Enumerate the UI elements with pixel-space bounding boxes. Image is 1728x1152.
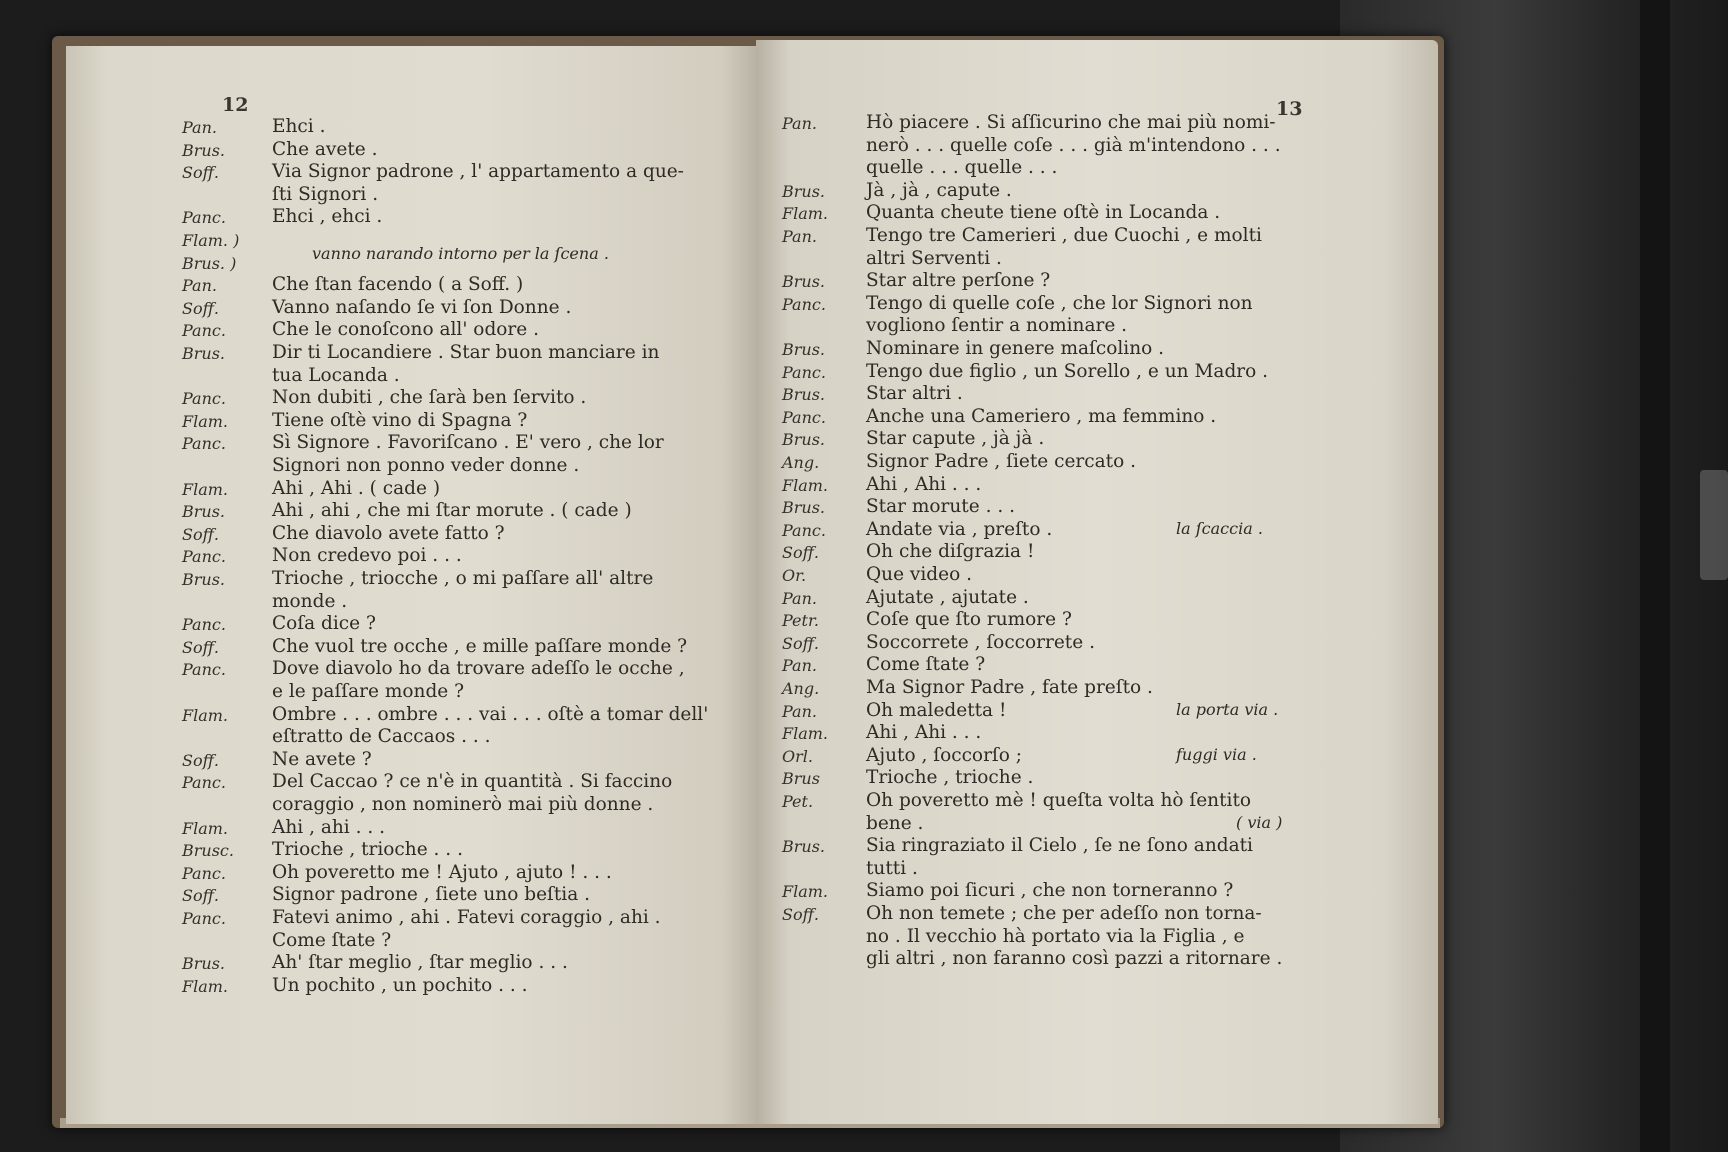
dialogue-line: Tiene oſtè vino di Spagna ?: [272, 409, 528, 431]
dialogue-line: Ahi , ahi . . .: [272, 816, 385, 838]
dialogue-line: Oh maledetta !: [866, 699, 1007, 721]
dialogue-line: Star altre perſone ?: [866, 270, 1051, 292]
dialogue-line: Che avete .: [272, 138, 378, 160]
speaker-label: Soff.: [182, 750, 220, 770]
speaker-label: Flam. ): [182, 231, 240, 250]
dialogue-line: Anche una Cameriero , ma femmino .: [866, 405, 1217, 427]
dialogue-line: monde .: [272, 590, 348, 612]
speaker-label: Brus.: [782, 498, 826, 518]
dialogue-line: Trioche , trioche . . .: [272, 839, 463, 861]
speaker-label: Pan.: [782, 114, 817, 133]
dialogue-line: Del Caccao ? ce n'è in quantità . Si faccino: [272, 771, 673, 793]
speaker-label: Brus.: [782, 340, 826, 359]
dialogue-line: Jà , jà , capute .: [866, 179, 1012, 201]
dialogue-line: Che ſtan facendo ( a Soff. ): [272, 274, 524, 296]
speaker-label: Pan.: [182, 276, 217, 296]
dialogue-line: Ma Signor Padre , fate preſto .: [866, 677, 1153, 698]
dialogue-line: altri Serventi .: [866, 247, 1002, 269]
dialogue-line: vogliono ſentir a nominare .: [866, 315, 1128, 337]
dialogue-line: Oh che diſgrazia !: [866, 541, 1035, 563]
dialogue-line: Siamo poi ſicuri , che non torneranno ?: [866, 880, 1234, 902]
speaker-label: Soff.: [782, 543, 820, 563]
speaker-label: Or.: [782, 566, 807, 585]
dialogue-line: Non credevo poi . . .: [272, 545, 462, 567]
speaker-label: Flam.: [182, 479, 229, 499]
speaker-label: Flam.: [782, 204, 829, 224]
dialogue-line: Star capute , jà jà .: [866, 428, 1045, 450]
dialogue-line: Dir ti Locandiere . Star buon manciare in: [272, 342, 660, 363]
dialogue-line: Oh poveretto mè ! queſta volta hò ſentito: [866, 790, 1252, 811]
dialogue-line: Trioche , triocche , o mi paſſare all' altre: [272, 568, 654, 589]
speaker-label: Pan.: [782, 588, 817, 608]
dialogue-line: Sì Signore . Favoriſcano . E' vero , che lor: [272, 432, 664, 454]
speaker-label: Flam.: [182, 976, 229, 996]
speaker-label: Panc.: [182, 547, 226, 567]
dialogue-line: Ajutate , ajutate .: [866, 586, 1029, 608]
dialogue-line: nerò . . . quelle coſe . . . già m'intendono . . .: [866, 134, 1281, 156]
speaker-label: Soff.: [182, 637, 220, 657]
speaker-label: Flam.: [182, 818, 229, 838]
page-number-right: 13: [1276, 98, 1303, 120]
dialogue-line: bene .: [866, 812, 924, 834]
speaker-label: Soff.: [182, 163, 220, 183]
dialogue-line: Tengo di quelle coſe , che lor Signori non: [866, 292, 1253, 314]
stage-direction: vanno narando intorno per la ſcena .: [312, 243, 609, 263]
dialogue-line: Ehci , ehci .: [272, 206, 383, 228]
tape-piece: [1700, 470, 1728, 580]
dialogue-line: Ahi , Ahi . . .: [866, 722, 982, 744]
speaker-label: Brus: [782, 769, 820, 789]
dialogue-line: Signor padrone , ſiete uno beſtia .: [272, 884, 591, 906]
speaker-label: Panc.: [182, 321, 226, 341]
speaker-label: Panc.: [182, 208, 226, 228]
dialogue-line: Oh non temete ; che per adeſſo non torna-: [866, 903, 1262, 924]
background-strip: [1640, 0, 1670, 1152]
speaker-label: Brus.: [182, 954, 226, 974]
speaker-label: Panc.: [182, 909, 226, 928]
speaker-label: Soff.: [182, 886, 220, 906]
dialogue-line: Come ſtate ?: [866, 654, 986, 676]
speaker-label: Ang.: [782, 453, 820, 472]
dialogue-line: Nominare in genere maſcolino .: [866, 338, 1165, 359]
dialogue-line: Oh poveretto me ! Ajuto , ajuto ! . . .: [272, 861, 612, 883]
speaker-label: Brus.: [182, 344, 226, 363]
dialogue-line: coraggio , non nominerò mai più donne .: [272, 794, 654, 815]
speaker-label: Panc.: [182, 773, 226, 793]
dialogue-line: Via Signor padrone , l' appartamento a que-: [272, 161, 684, 183]
speaker-label: Flam.: [182, 705, 229, 725]
dialogue-line: Tengo due figlio , un Sorello , e un Madro .: [866, 360, 1269, 382]
dialogue-line: Ne avete ?: [272, 748, 372, 770]
speaker-label: Brus.: [782, 837, 826, 857]
dialogue-line: Che diavolo avete fatto ?: [272, 522, 505, 544]
dialogue-line: Soccorrete , ſoccorrete .: [866, 631, 1095, 653]
speaker-label: Brus. ): [182, 253, 237, 273]
dialogue-line: quelle . . . quelle . . .: [866, 157, 1058, 179]
speaker-label: Brus.: [782, 272, 826, 292]
speaker-label: Ang.: [782, 679, 820, 698]
dialogue-line: Star altri .: [866, 383, 963, 405]
dialogue-line: Ah' ſtar meglio , ſtar meglio . . .: [272, 952, 568, 974]
speaker-label: Brus.: [182, 140, 226, 160]
speaker-label: Soff.: [182, 524, 220, 544]
speaker-label: Panc.: [782, 362, 826, 382]
speaker-label: Brus.: [182, 570, 226, 589]
speaker-label: Petr.: [782, 611, 819, 631]
speaker-label: Flam.: [782, 724, 829, 744]
speaker-label: Orl.: [782, 746, 813, 766]
speaker-label: Brus.: [182, 502, 226, 522]
dialogue-line: Dove diavolo ho da trovare adeſſo le ocche ,: [272, 658, 685, 680]
left-page: [66, 46, 756, 1124]
dialogue-line: tutti .: [866, 857, 918, 879]
speaker-label: Brus.: [782, 430, 826, 450]
dialogue-line: Ahi , ahi , che mi ſtar morute . ( cade ): [272, 500, 632, 522]
dialogue-line: eſtratto de Caccaos . . .: [272, 726, 491, 748]
dialogue-line: Trioche , trioche .: [866, 767, 1034, 789]
dialogue-line: e le paſſare monde ?: [272, 681, 465, 702]
speaker-label: Soff.: [782, 633, 820, 653]
dialogue-line: gli altri , non faranno così pazzi a ritornare .: [866, 948, 1283, 970]
stage-direction: fuggi via .: [1176, 744, 1257, 764]
stage-direction: ( via ): [1236, 812, 1283, 832]
dialogue-line: Coſe que ſto rumore ?: [866, 609, 1072, 631]
speaker-label: Panc.: [182, 389, 226, 409]
dialogue-line: Coſa dice ?: [272, 613, 376, 635]
page-number-left: 12: [222, 94, 249, 116]
speaker-label: Panc.: [182, 863, 226, 883]
speaker-label: Panc.: [182, 660, 226, 680]
stage-direction: la porta via .: [1176, 699, 1279, 719]
speaker-label: Pet.: [782, 792, 814, 811]
dialogue-line: Fatevi animo , ahi . Fatevi coraggio , ahi .: [272, 907, 661, 928]
speaker-label: Pan.: [782, 656, 817, 676]
stage-direction: la ſcaccia .: [1176, 518, 1263, 538]
dialogue-line: Che le conoſcono all' odore .: [272, 319, 539, 341]
speaker-label: Panc.: [182, 434, 226, 454]
speaker-label: Panc.: [182, 615, 226, 635]
dialogue-line: Que video .: [866, 564, 972, 585]
speaker-label: Brusc.: [182, 841, 234, 861]
speaker-label: Flam.: [782, 475, 829, 495]
speaker-label: Soff.: [182, 298, 220, 318]
dialogue-line: no . Il vecchio hà portato via la Figlia , e: [866, 925, 1245, 947]
dialogue-line: Signor Padre , ſiete cercato .: [866, 451, 1136, 472]
dialogue-line: Sia ringraziato il Cielo , ſe ne ſono andati: [866, 835, 1253, 857]
dialogue-line: Ahi , Ahi . . .: [866, 473, 982, 495]
speaker-label: Panc.: [782, 294, 826, 314]
speaker-label: Panc.: [782, 407, 826, 427]
dialogue-line: Tengo tre Camerieri , due Cuochi , e molti: [866, 225, 1262, 246]
speaker-label: Flam.: [182, 411, 229, 431]
dialogue-line: Hò piacere . Si aſſicurino che mai più nomi-: [866, 112, 1276, 133]
dialogue-line: Star morute . . .: [866, 496, 1015, 518]
speaker-label: Pan.: [182, 118, 217, 137]
speaker-label: Panc.: [782, 520, 826, 540]
speaker-label: Soff.: [782, 905, 820, 924]
dialogue-line: Vanno naſando ſe vi ſon Donne .: [272, 296, 572, 318]
speaker-label: Flam.: [782, 882, 829, 902]
dialogue-line: Un pochito , un pochito . . .: [272, 974, 528, 996]
speaker-label: Brus.: [782, 385, 826, 405]
dialogue-line: Ajuto , ſoccorſo ;: [866, 744, 1023, 766]
dialogue-line: Ombre . . . ombre . . . vai . . . oſtè a tomar dell': [272, 703, 709, 725]
dialogue-line: Ahi , Ahi . ( cade ): [272, 477, 441, 499]
dialogue-line: Come ſtate ?: [272, 929, 392, 951]
dialogue-line: ſti Signori .: [272, 183, 379, 205]
dialogue-line: Andate via , preſto .: [866, 518, 1053, 540]
speaker-label: Brus.: [782, 181, 826, 201]
dialogue-line: Non dubiti , che ſarà ben ſervito .: [272, 387, 587, 409]
dialogue-line: Quanta cheute tiene oſtè in Locanda .: [866, 202, 1221, 224]
speaker-label: Pan.: [782, 227, 817, 246]
right-page: [756, 40, 1438, 1124]
speaker-label: Pan.: [782, 701, 817, 721]
dialogue-line: tua Locanda .: [272, 364, 400, 386]
dialogue-line: Signori non ponno veder donne .: [272, 455, 580, 476]
dialogue-line: Che vuol tre ocche , e mille paſſare monde ?: [272, 635, 688, 657]
dialogue-line: Ehci .: [272, 116, 326, 137]
